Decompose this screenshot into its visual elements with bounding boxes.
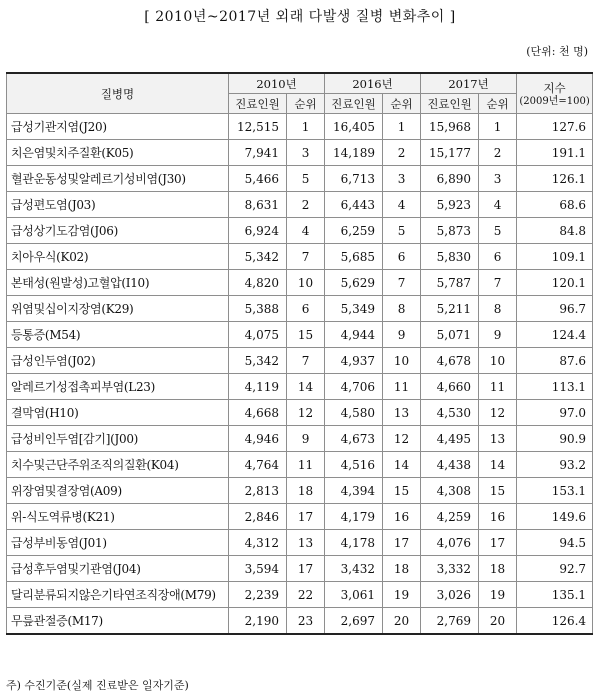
patients-2010-cell: 8,631	[229, 192, 287, 218]
patients-2017-cell: 4,678	[421, 348, 479, 374]
patients-2010-cell: 7,941	[229, 140, 287, 166]
index-cell: 84.8	[517, 218, 593, 244]
rank-2016-cell: 16	[383, 504, 421, 530]
rank-2017-cell: 14	[479, 452, 517, 478]
header-rank-2010: 순위	[287, 94, 325, 114]
unit-label: (단위: 천 명)	[526, 45, 588, 58]
patients-2017-cell: 3,026	[421, 582, 479, 608]
rank-2010-cell: 10	[287, 270, 325, 296]
table-row	[7, 426, 593, 452]
index-cell: 68.6	[517, 192, 593, 218]
rank-2016-cell: 1	[383, 114, 421, 140]
rank-2016-cell: 9	[383, 322, 421, 348]
patients-2010-cell: 5,466	[229, 166, 287, 192]
patients-2017-cell: 4,495	[421, 426, 479, 452]
patients-2010-cell: 4,946	[229, 426, 287, 452]
patients-2010-cell: 4,119	[229, 374, 287, 400]
disease-name-cell: 급성후두염및기관염(J04)	[7, 556, 229, 582]
patients-2016-cell: 5,349	[325, 296, 383, 322]
table-row	[7, 582, 593, 608]
patients-2017-cell: 15,177	[421, 140, 479, 166]
rank-2010-cell: 17	[287, 504, 325, 530]
table-row	[7, 218, 593, 244]
rank-2016-cell: 2	[383, 140, 421, 166]
disease-name-cell: 급성인두염(J02)	[7, 348, 229, 374]
rank-2010-cell: 7	[287, 348, 325, 374]
rank-2010-cell: 6	[287, 296, 325, 322]
disease-name-cell: 본태성(원발성)고혈압(I10)	[7, 270, 229, 296]
table-row	[7, 348, 593, 374]
disease-name-cell: 급성편도염(J03)	[7, 192, 229, 218]
patients-2017-cell: 5,787	[421, 270, 479, 296]
patients-2010-cell: 2,190	[229, 608, 287, 635]
rank-2010-cell: 11	[287, 452, 325, 478]
rank-2017-cell: 6	[479, 244, 517, 270]
table-row	[7, 452, 593, 478]
header-patients-2017: 진료인원	[421, 94, 479, 114]
disease-name-cell: 결막염(H10)	[7, 400, 229, 426]
header-index	[517, 73, 593, 114]
patients-2010-cell: 2,846	[229, 504, 287, 530]
header-2017: 2017년	[421, 73, 517, 94]
index-cell: 97.0	[517, 400, 593, 426]
table-row	[7, 166, 593, 192]
patients-2016-cell: 4,394	[325, 478, 383, 504]
rank-2016-cell: 19	[383, 582, 421, 608]
disease-name-cell: 달리분류되지않은기타연조직장애(M79)	[7, 582, 229, 608]
rank-2016-cell: 18	[383, 556, 421, 582]
table-row	[7, 270, 593, 296]
patients-2017-cell: 3,332	[421, 556, 479, 582]
rank-2010-cell: 9	[287, 426, 325, 452]
rank-2010-cell: 22	[287, 582, 325, 608]
header-2016: 2016년	[325, 73, 421, 94]
patients-2016-cell: 14,189	[325, 140, 383, 166]
rank-2017-cell: 4	[479, 192, 517, 218]
patients-2016-cell: 5,629	[325, 270, 383, 296]
patients-2017-cell: 5,873	[421, 218, 479, 244]
patients-2010-cell: 2,239	[229, 582, 287, 608]
patients-2016-cell: 2,697	[325, 608, 383, 635]
patients-2016-cell: 6,259	[325, 218, 383, 244]
patients-2017-cell: 6,890	[421, 166, 479, 192]
rank-2010-cell: 2	[287, 192, 325, 218]
patients-2016-cell: 4,178	[325, 530, 383, 556]
disease-name-cell: 급성비인두염[감기](J00)	[7, 426, 229, 452]
index-cell: 92.7	[517, 556, 593, 582]
patients-2017-cell: 5,830	[421, 244, 479, 270]
rank-2017-cell: 18	[479, 556, 517, 582]
rank-2017-cell: 16	[479, 504, 517, 530]
table-row	[7, 400, 593, 426]
disease-table	[6, 72, 593, 635]
patients-2017-cell: 15,968	[421, 114, 479, 140]
header-disease: 질병명	[7, 73, 229, 114]
index-cell: 96.7	[517, 296, 593, 322]
rank-2016-cell: 17	[383, 530, 421, 556]
header-2010: 2010년	[229, 73, 325, 94]
disease-name-cell: 혈관운동성및알레르기성비염(J30)	[7, 166, 229, 192]
patients-2016-cell: 5,685	[325, 244, 383, 270]
table-row	[7, 296, 593, 322]
disease-name-cell: 급성기관지염(J20)	[7, 114, 229, 140]
index-cell: 127.6	[517, 114, 593, 140]
rank-2017-cell: 3	[479, 166, 517, 192]
patients-2016-cell: 16,405	[325, 114, 383, 140]
rank-2010-cell: 17	[287, 556, 325, 582]
index-cell: 90.9	[517, 426, 593, 452]
rank-2016-cell: 11	[383, 374, 421, 400]
disease-name-cell: 위-식도역류병(K21)	[7, 504, 229, 530]
disease-name-cell: 등통증(M54)	[7, 322, 229, 348]
rank-2016-cell: 14	[383, 452, 421, 478]
rank-2017-cell: 9	[479, 322, 517, 348]
patients-2017-cell: 5,071	[421, 322, 479, 348]
index-cell: 124.4	[517, 322, 593, 348]
index-cell: 93.2	[517, 452, 593, 478]
header-patients-2010: 진료인원	[229, 94, 287, 114]
rank-2016-cell: 20	[383, 608, 421, 635]
patients-2017-cell: 4,660	[421, 374, 479, 400]
index-cell: 87.6	[517, 348, 593, 374]
header-index-line2: (2009년=100)	[519, 96, 590, 107]
footnote: 주) 수진기준(실제 진료받은 일자기준)	[6, 679, 189, 692]
table-row	[7, 192, 593, 218]
disease-name-cell: 치아우식(K02)	[7, 244, 229, 270]
rank-2010-cell: 23	[287, 608, 325, 635]
patients-2016-cell: 4,706	[325, 374, 383, 400]
patients-2016-cell: 4,673	[325, 426, 383, 452]
rank-2010-cell: 1	[287, 114, 325, 140]
rank-2010-cell: 3	[287, 140, 325, 166]
patients-2017-cell: 4,438	[421, 452, 479, 478]
patients-2010-cell: 2,813	[229, 478, 287, 504]
rank-2017-cell: 2	[479, 140, 517, 166]
patients-2016-cell: 3,061	[325, 582, 383, 608]
disease-name-cell: 위염및십이지장염(K29)	[7, 296, 229, 322]
table-row	[7, 504, 593, 530]
rank-2017-cell: 17	[479, 530, 517, 556]
rank-2016-cell: 6	[383, 244, 421, 270]
index-cell: 135.1	[517, 582, 593, 608]
disease-name-cell: 위장염및결장염(A09)	[7, 478, 229, 504]
rank-2016-cell: 4	[383, 192, 421, 218]
patients-2016-cell: 4,580	[325, 400, 383, 426]
disease-name-cell: 급성부비동염(J01)	[7, 530, 229, 556]
rank-2010-cell: 18	[287, 478, 325, 504]
patients-2016-cell: 6,443	[325, 192, 383, 218]
index-cell: 149.6	[517, 504, 593, 530]
rank-2017-cell: 19	[479, 582, 517, 608]
rank-2010-cell: 7	[287, 244, 325, 270]
patients-2017-cell: 2,769	[421, 608, 479, 635]
patients-2016-cell: 6,713	[325, 166, 383, 192]
rank-2016-cell: 15	[383, 478, 421, 504]
patients-2017-cell: 4,308	[421, 478, 479, 504]
header-index-line1: 지수	[543, 81, 566, 95]
patients-2010-cell: 4,820	[229, 270, 287, 296]
rank-2010-cell: 4	[287, 218, 325, 244]
patients-2010-cell: 6,924	[229, 218, 287, 244]
page-title: [ 2010년~2017년 외래 다발생 질병 변화추이 ]	[144, 9, 456, 25]
rank-2010-cell: 5	[287, 166, 325, 192]
patients-2010-cell: 4,075	[229, 322, 287, 348]
patients-2010-cell: 4,312	[229, 530, 287, 556]
rank-2016-cell: 13	[383, 400, 421, 426]
disease-name-cell: 치수및근단주위조직의질환(K04)	[7, 452, 229, 478]
patients-2016-cell: 3,432	[325, 556, 383, 582]
rank-2016-cell: 10	[383, 348, 421, 374]
patients-2010-cell: 4,668	[229, 400, 287, 426]
rank-2010-cell: 13	[287, 530, 325, 556]
patients-2017-cell: 4,076	[421, 530, 479, 556]
table-row	[7, 556, 593, 582]
rank-2017-cell: 20	[479, 608, 517, 635]
patients-2017-cell: 5,923	[421, 192, 479, 218]
index-cell: 126.4	[517, 608, 593, 635]
rank-2016-cell: 7	[383, 270, 421, 296]
table-row	[7, 530, 593, 556]
table-header	[7, 73, 593, 114]
patients-2016-cell: 4,179	[325, 504, 383, 530]
patients-2017-cell: 4,530	[421, 400, 479, 426]
rank-2017-cell: 5	[479, 218, 517, 244]
table-body	[7, 114, 593, 635]
rank-2010-cell: 14	[287, 374, 325, 400]
header-patients-2016: 진료인원	[325, 94, 383, 114]
rank-2017-cell: 1	[479, 114, 517, 140]
rank-2010-cell: 12	[287, 400, 325, 426]
table-row	[7, 374, 593, 400]
rank-2017-cell: 15	[479, 478, 517, 504]
rank-2017-cell: 8	[479, 296, 517, 322]
rank-2016-cell: 12	[383, 426, 421, 452]
rank-2016-cell: 8	[383, 296, 421, 322]
rank-2017-cell: 7	[479, 270, 517, 296]
disease-name-cell: 무릎관절증(M17)	[7, 608, 229, 635]
header-rank-2016: 순위	[383, 94, 421, 114]
table-row	[7, 114, 593, 140]
index-cell: 113.1	[517, 374, 593, 400]
index-cell: 153.1	[517, 478, 593, 504]
patients-2010-cell: 4,764	[229, 452, 287, 478]
rank-2016-cell: 3	[383, 166, 421, 192]
table-row	[7, 322, 593, 348]
patients-2016-cell: 4,937	[325, 348, 383, 374]
patients-2010-cell: 12,515	[229, 114, 287, 140]
patients-2010-cell: 5,342	[229, 244, 287, 270]
table-row	[7, 478, 593, 504]
index-cell: 126.1	[517, 166, 593, 192]
index-cell: 94.5	[517, 530, 593, 556]
disease-name-cell: 급성상기도감염(J06)	[7, 218, 229, 244]
index-cell: 191.1	[517, 140, 593, 166]
patients-2010-cell: 5,342	[229, 348, 287, 374]
disease-name-cell: 치은염및치주질환(K05)	[7, 140, 229, 166]
index-cell: 109.1	[517, 244, 593, 270]
table-row	[7, 140, 593, 166]
rank-2017-cell: 11	[479, 374, 517, 400]
rank-2010-cell: 15	[287, 322, 325, 348]
patients-2017-cell: 4,259	[421, 504, 479, 530]
index-cell: 120.1	[517, 270, 593, 296]
rank-2017-cell: 12	[479, 400, 517, 426]
header-rank-2017: 순위	[479, 94, 517, 114]
patients-2016-cell: 4,944	[325, 322, 383, 348]
table-row	[7, 244, 593, 270]
patients-2010-cell: 5,388	[229, 296, 287, 322]
patients-2010-cell: 3,594	[229, 556, 287, 582]
rank-2017-cell: 13	[479, 426, 517, 452]
patients-2017-cell: 5,211	[421, 296, 479, 322]
table-row	[7, 608, 593, 635]
rank-2017-cell: 10	[479, 348, 517, 374]
patients-2016-cell: 4,516	[325, 452, 383, 478]
disease-name-cell: 알레르기성접촉피부염(L23)	[7, 374, 229, 400]
rank-2016-cell: 5	[383, 218, 421, 244]
